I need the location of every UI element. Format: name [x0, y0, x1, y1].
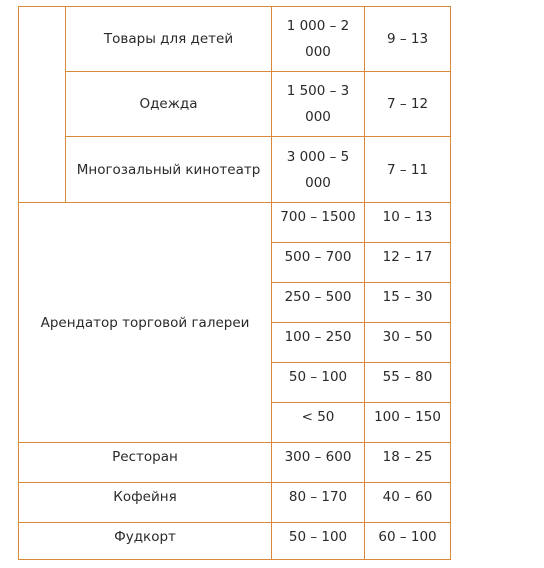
rate-cell	[364, 322, 451, 362]
row-name: Кофейня	[113, 489, 177, 505]
row-name-cell	[65, 71, 271, 136]
rate-value: 12 – 17	[382, 249, 433, 265]
row-name-cell	[18, 442, 271, 482]
area-cell	[271, 442, 364, 482]
rate-cell	[364, 242, 451, 282]
rate-cell	[364, 362, 451, 402]
rate-cell	[364, 442, 451, 482]
row-name: Ресторан	[112, 449, 178, 465]
row-name-cell	[65, 136, 271, 202]
area-cell	[271, 522, 364, 560]
rate-value: 55 – 80	[382, 369, 433, 385]
area-cell	[271, 322, 364, 362]
area-value: 300 – 600	[284, 449, 352, 465]
row-name: Одежда	[139, 96, 198, 112]
area-value: 100 – 250	[284, 329, 352, 345]
gallery-name: Арендатор торговой галереи	[40, 314, 250, 331]
rate-cell	[364, 71, 451, 136]
rate-value: 15 – 30	[382, 289, 433, 305]
rate-value: 9 – 13	[386, 31, 429, 47]
rate-value: 60 – 100	[378, 529, 437, 545]
area-cell	[271, 482, 364, 522]
rate-value: 100 – 150	[374, 409, 441, 425]
area-cell	[271, 202, 364, 242]
area-value: 1 500 – 3 000	[286, 83, 350, 125]
row-name: Фудкорт	[114, 529, 176, 545]
group-cell	[18, 6, 65, 202]
area-value: 3 000 – 5 000	[286, 148, 350, 191]
area-cell	[271, 6, 364, 71]
rate-value: 10 – 13	[382, 209, 433, 225]
area-value: 1 000 – 2 000	[286, 18, 350, 60]
rate-value: 30 – 50	[382, 329, 433, 345]
area-cell	[271, 71, 364, 136]
rate-cell	[364, 522, 451, 560]
area-cell	[271, 362, 364, 402]
rate-value: 18 – 25	[382, 449, 433, 465]
area-value: 250 – 500	[284, 289, 352, 305]
gallery-name-cell	[18, 202, 271, 442]
rate-cell	[364, 202, 451, 242]
row-name: Товары для детей	[103, 31, 234, 47]
area-value: 80 – 170	[288, 489, 348, 505]
rate-cell	[364, 402, 451, 442]
area-value: 700 – 1500	[280, 209, 356, 225]
rate-value: 7 – 11	[386, 161, 429, 178]
rate-value: 7 – 12	[386, 96, 429, 112]
area-cell	[271, 282, 364, 322]
area-value: 50 – 100	[288, 369, 348, 385]
area-cell	[271, 136, 364, 202]
rate-cell	[364, 482, 451, 522]
rate-cell	[364, 282, 451, 322]
area-cell	[271, 242, 364, 282]
area-value: 500 – 700	[284, 249, 352, 265]
area-cell	[271, 402, 364, 442]
rate-cell	[364, 6, 451, 71]
rate-cell	[364, 136, 451, 202]
row-name-cell	[65, 6, 271, 71]
area-value: < 50	[301, 409, 335, 425]
row-name: Многозальный кинотеатр	[76, 161, 261, 178]
area-value: 50 – 100	[288, 529, 348, 545]
row-name-cell	[18, 482, 271, 522]
row-name-cell	[18, 522, 271, 560]
rate-value: 40 – 60	[382, 489, 433, 505]
